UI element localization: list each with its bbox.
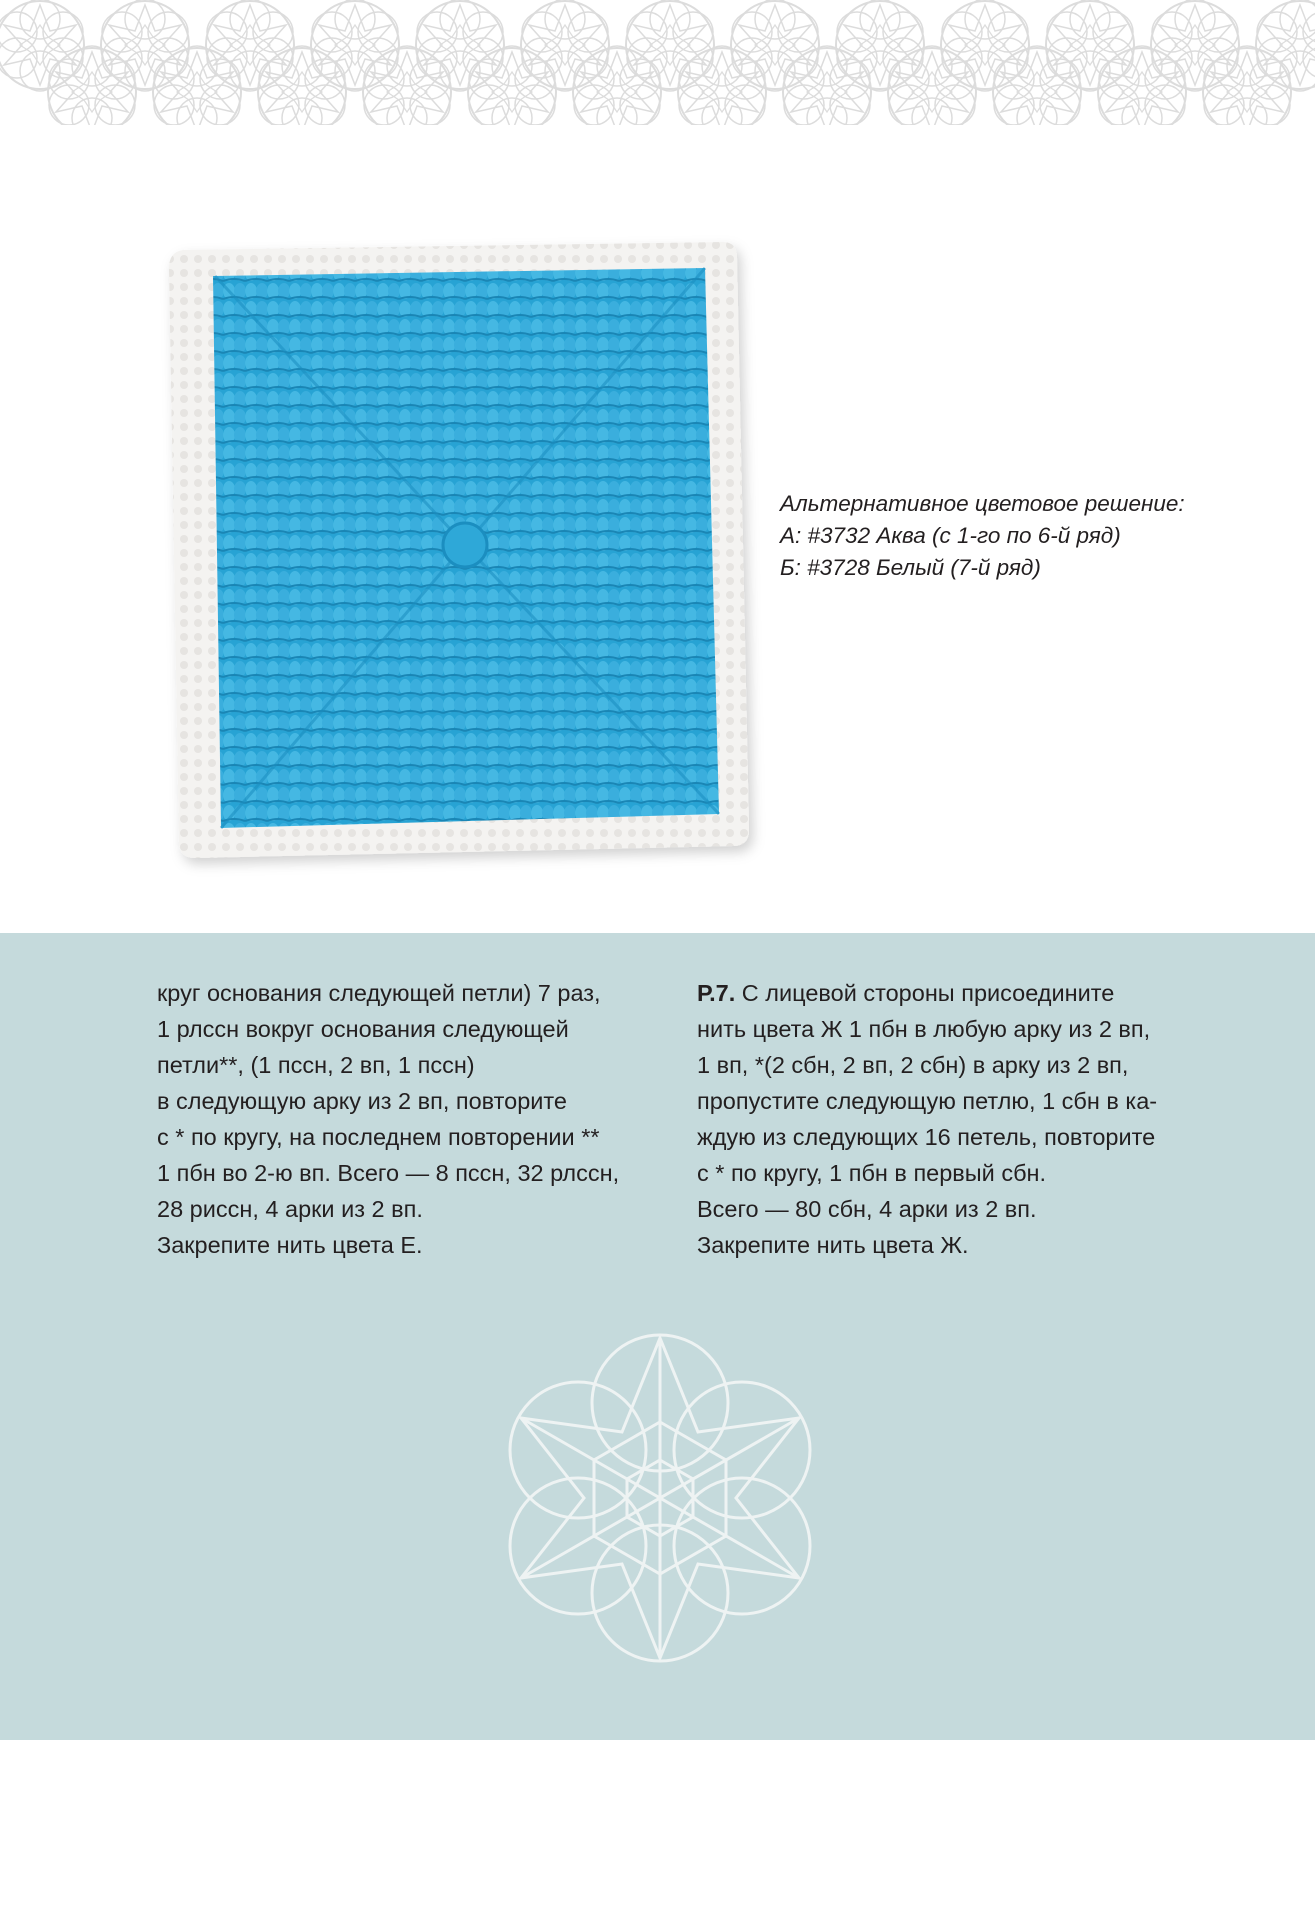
alternative-color-caption	[780, 488, 1260, 584]
crochet-square-photo	[135, 210, 785, 890]
caption-color-b: Б: #3728 Белый (7-й ряд)	[780, 555, 1041, 580]
instruction-line: с * по кругу, 1 пбн в первый сбн.	[697, 1160, 1047, 1186]
instructions-panel	[0, 933, 1315, 1740]
instruction-line: петли**, (1 пссн, 2 вп, 1 пссн)	[157, 1052, 475, 1078]
instruction-line: Закрепите нить цвета Е.	[157, 1232, 423, 1258]
caption-title: Альтернативное цветовое решение:	[780, 491, 1185, 516]
row-heading-text: С лицевой стороны присоедините	[735, 980, 1115, 1006]
row-heading: Р.7.	[697, 980, 736, 1006]
caption-color-a: А: #3732 Аква (с 1-го по 6-й ряд)	[780, 523, 1121, 548]
instruction-line: нить цвета Ж 1 пбн в любую арку из 2 вп,	[697, 1016, 1151, 1042]
snowflake-border-icon	[0, 0, 1315, 125]
instruction-line: пропустите следующую петлю, 1 сбн в ка-	[697, 1088, 1158, 1114]
snowflake-icon	[500, 1313, 820, 1683]
instruction-line: 1 пбн во 2-ю вп. Всего — 8 пссн, 32 рлссн,	[157, 1160, 620, 1186]
instruction-line: круг основания следующей петли) 7 раз,	[157, 980, 601, 1006]
instruction-line	[697, 975, 1217, 1011]
instruction-line: с * по кругу, на последнем повторении **	[157, 1124, 600, 1150]
instructions-right-column	[697, 975, 1217, 1263]
instruction-line: Закрепите нить цвета Ж.	[697, 1232, 969, 1258]
instructions-left-column	[157, 975, 657, 1263]
instruction-line: 28 риссн, 4 арки из 2 вп.	[157, 1196, 423, 1222]
instruction-line: 1 вп, *(2 сбн, 2 вп, 2 сбн) в арку из 2 вп,	[697, 1052, 1129, 1078]
instruction-line: в следующую арку из 2 вп, повторите	[157, 1088, 567, 1114]
instruction-line: 1 рлссн вокруг основания следующей	[157, 1016, 569, 1042]
instruction-line: Всего — 80 сбн, 4 арки из 2 вп.	[697, 1196, 1037, 1222]
instruction-line: ждую из следующих 16 петель, повторите	[697, 1124, 1156, 1150]
